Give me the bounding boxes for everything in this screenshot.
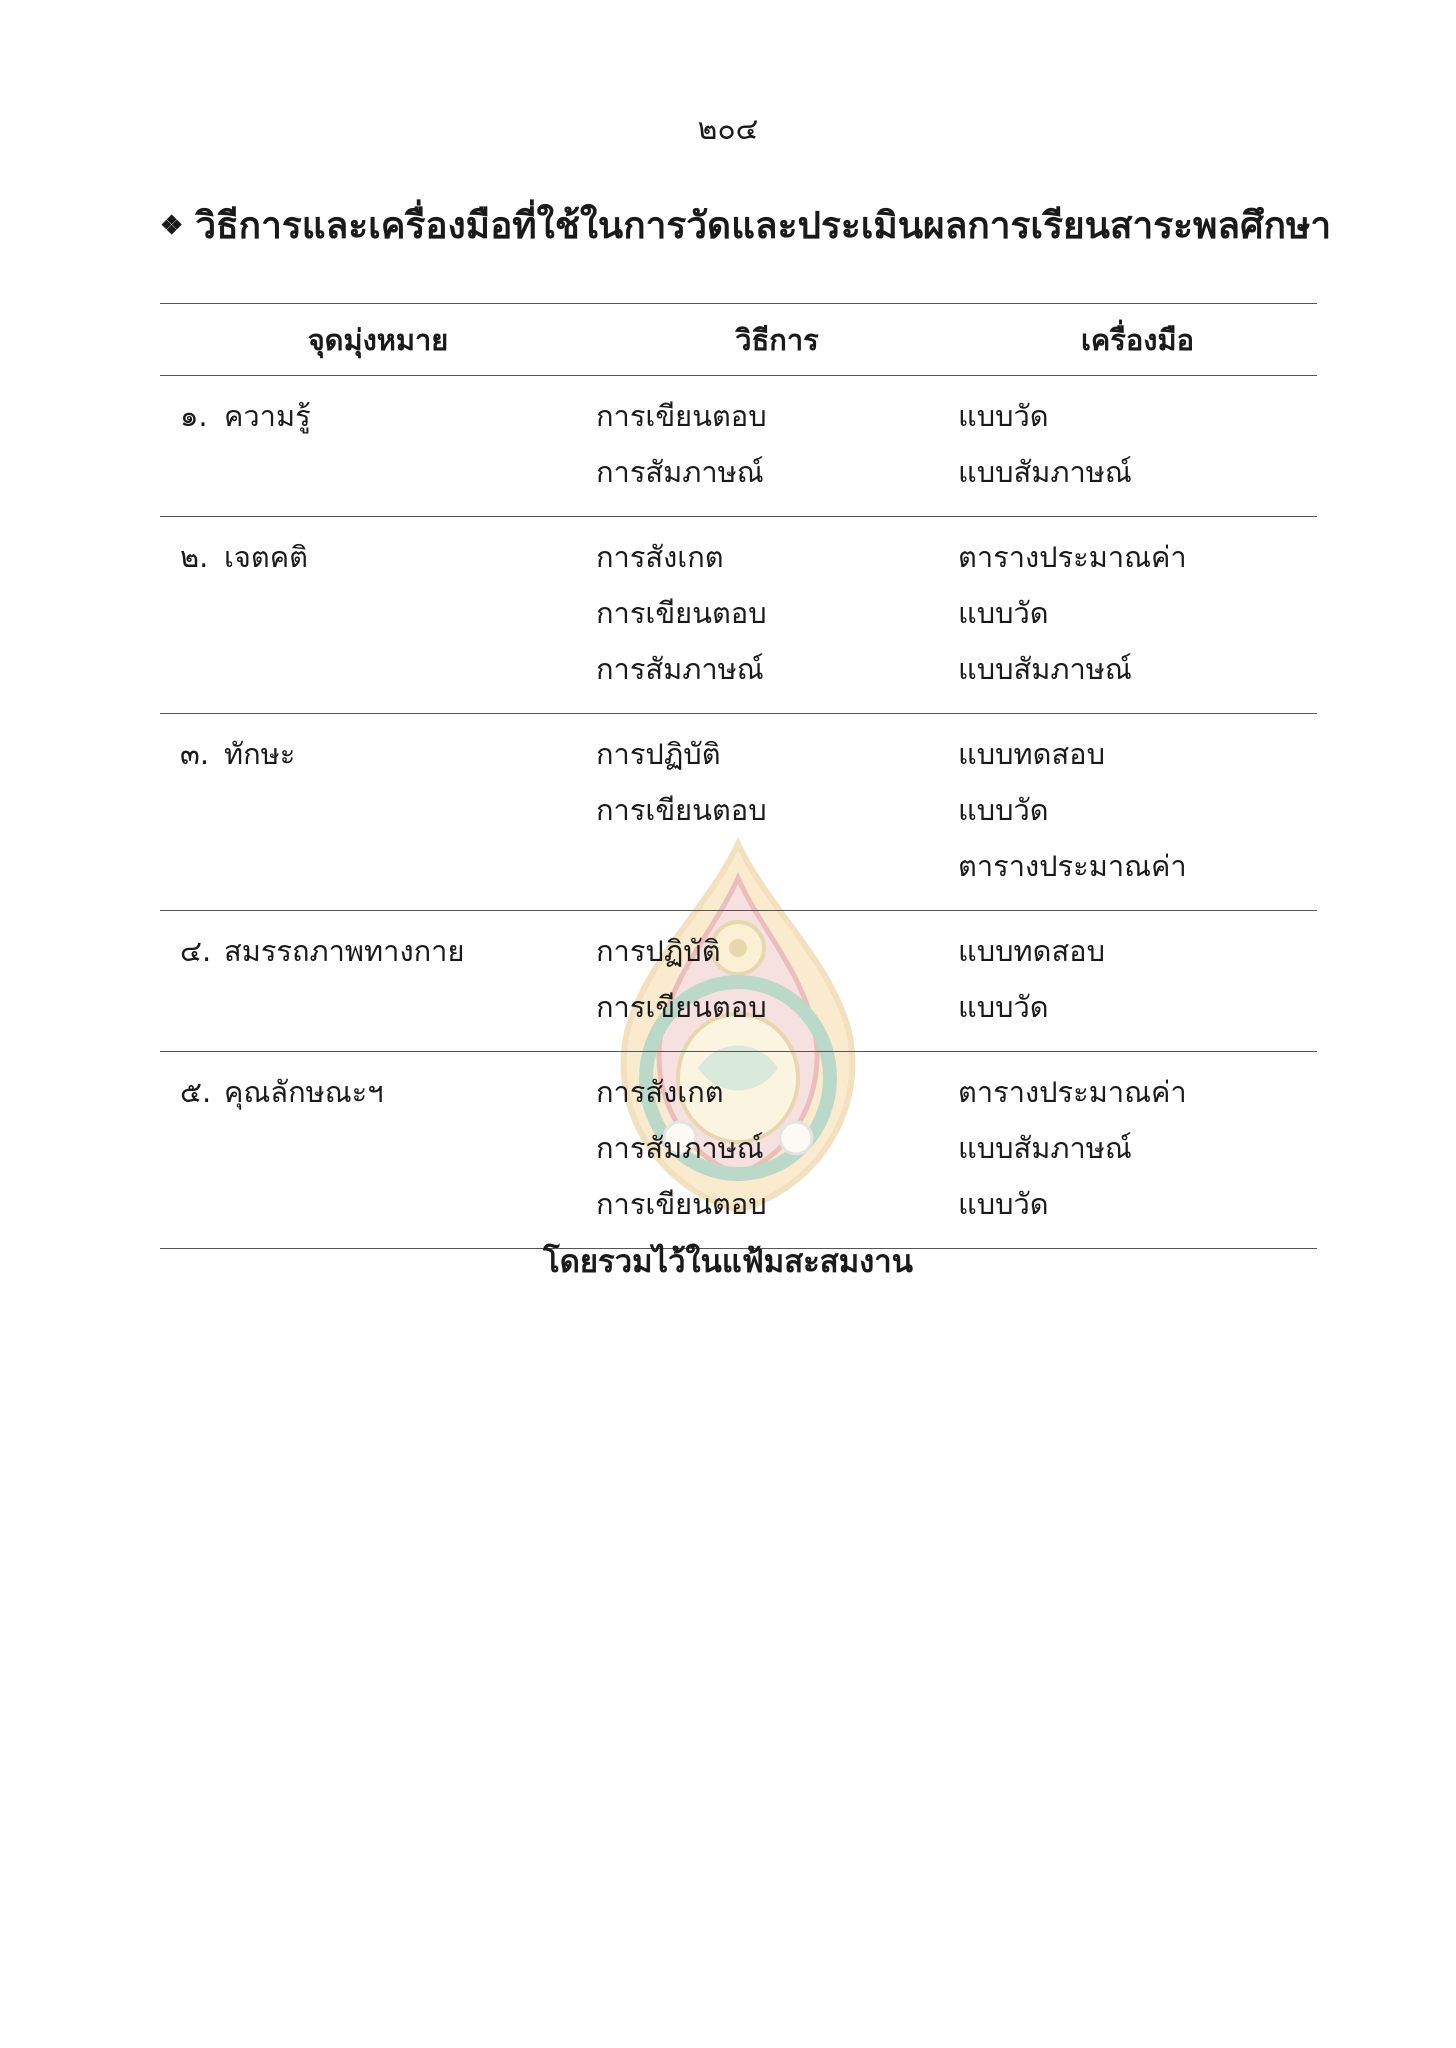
method-item: การปฏิบัติ [596,737,721,771]
table-row [160,517,1317,714]
heading-text: วิธีการและเครื่องมือที่ใช้ในการวัดและประเมินผลการเรียนสาระพลศึกษา [195,203,1332,247]
method-item: การเขียนตอบ [596,596,767,630]
method-item: การสัมภาษณ์ [596,455,764,489]
goal-cell [160,1052,596,1249]
method-cell [596,517,958,714]
goal-cell [160,376,596,517]
page-heading [160,196,1332,255]
method-item: การเขียนตอบ [596,793,767,827]
method-item: การเขียนตอบ [596,399,767,433]
tool-item: แบบทดสอบ [958,934,1105,968]
method-cell [596,714,958,911]
goal-cell [160,517,596,714]
table-row [160,714,1317,911]
tool-item: แบบวัด [958,990,1049,1024]
tool-cell [958,911,1317,1052]
method-item: การเขียนตอบ [596,1187,767,1221]
table-row [160,911,1317,1052]
goal-cell [160,911,596,1052]
closing-statement: โดยรวมไว้ในแฟ้มสะสมงาน [543,1244,913,1280]
tool-item: แบบวัด [958,793,1049,827]
row-number: ๕. [180,1075,212,1109]
tool-item: ตารางประมาณค่า [958,849,1187,883]
method-cell [596,1052,958,1249]
row-number: ๔. [180,934,212,968]
table-header-row [160,304,1317,376]
tool-item: แบบสัมภาษณ์ [958,652,1132,686]
header-goal: จุดมุ่งหมาย [160,304,596,376]
table-row [160,1052,1317,1249]
tool-item: แบบทดสอบ [958,737,1105,771]
method-cell [596,911,958,1052]
row-number: ๑. [180,399,208,433]
row-number: ๒. [180,540,209,574]
method-item: การสังเกต [596,540,724,574]
page-number: ๒๐๔ [697,112,759,147]
tool-item: แบบสัมภาษณ์ [958,455,1132,489]
tool-item: แบบวัด [958,596,1049,630]
tool-item: แบบวัด [958,1187,1049,1221]
tool-cell [958,714,1317,911]
assessment-table [160,303,1317,1249]
tool-item: ตารางประมาณค่า [958,1075,1187,1109]
goal-text: สมรรถภาพทางกาย [224,934,465,968]
method-cell [596,376,958,517]
method-item: การปฏิบัติ [596,934,721,968]
method-item: การสัมภาษณ์ [596,652,764,686]
goal-cell [160,714,596,911]
tool-item: แบบสัมภาษณ์ [958,1131,1132,1165]
goal-text: เจตคติ [224,540,308,574]
row-number: ๓. [180,737,210,771]
goal-text: ทักษะ [224,737,296,771]
goal-text: ความรู้ [224,399,311,433]
tool-cell [958,517,1317,714]
method-item: การสังเกต [596,1075,724,1109]
goal-text: คุณลักษณะฯ [224,1075,384,1109]
method-item: การสัมภาษณ์ [596,1131,764,1165]
header-method: วิธีการ [596,304,958,376]
tool-cell [958,376,1317,517]
diamond-bullet-icon: ❖ [160,211,184,241]
method-item: การเขียนตอบ [596,990,767,1024]
table-row [160,376,1317,517]
tool-item: ตารางประมาณค่า [958,540,1187,574]
header-tool: เครื่องมือ [958,304,1317,376]
tool-cell [958,1052,1317,1249]
tool-item: แบบวัด [958,399,1049,433]
